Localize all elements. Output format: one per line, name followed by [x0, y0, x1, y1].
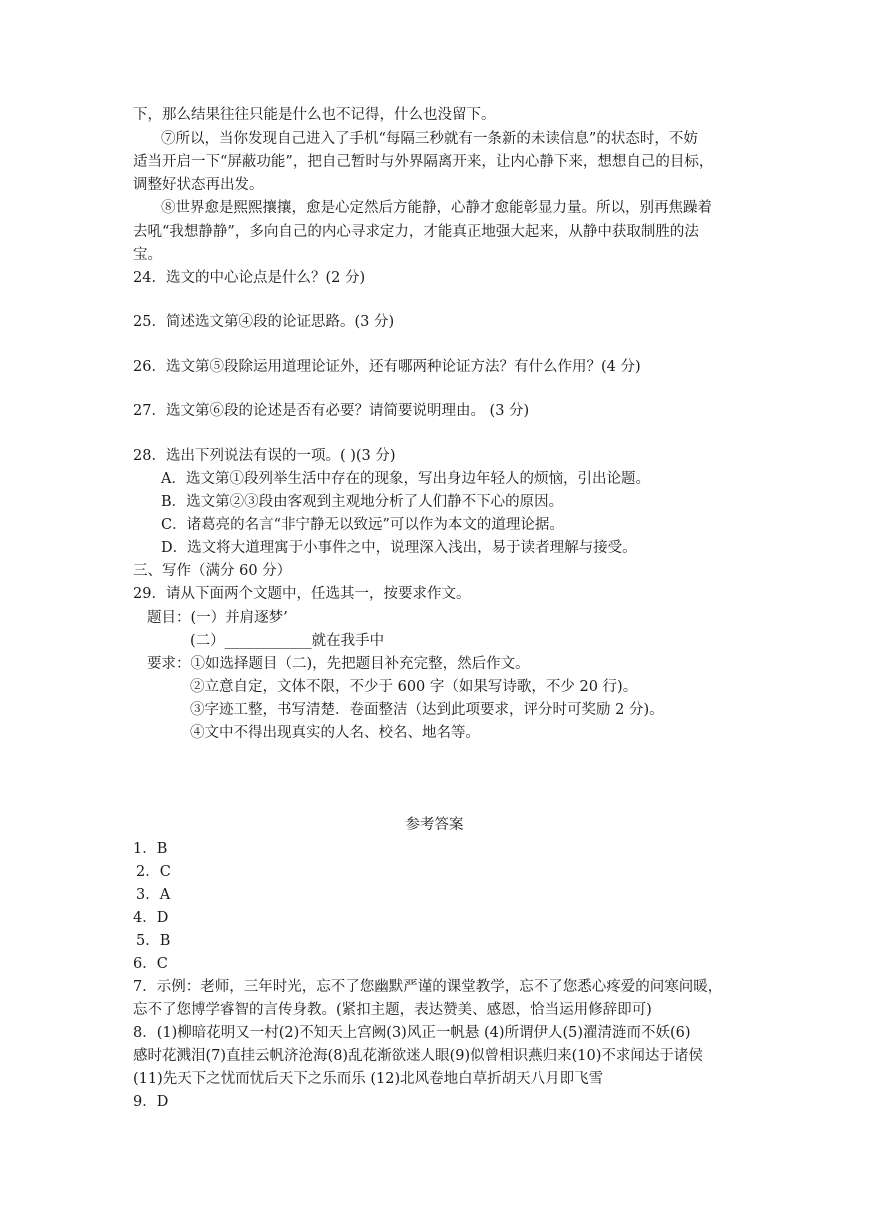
question-28: 28．选出下列说法有误的一项。( )(3 分)	[133, 448, 396, 464]
passage-paragraph-8: ⑧世界愈是熙熙攘攘，愈是心定然后方能静，心静才愈能彰显力量。所以，别再焦躁着	[161, 200, 712, 216]
option-d: D．选文将大道理寓于小事件之中，说理深入浅出，易于读者理解与接受。	[161, 540, 637, 556]
answer-8-continued: (11)先天下之忧而忧后天下之乐而乐 (12)北风卷地白草折胡天八月即飞雪	[133, 1071, 604, 1087]
option-c: C．诸葛亮的名言“非宁静无以致远”可以作为本文的道理论据。	[161, 517, 564, 533]
answers-title: 参考答案	[405, 817, 464, 833]
question-25: 25．简述选文第④段的论证思路。(3 分)	[133, 314, 395, 330]
answer-3: 3．A	[136, 887, 171, 903]
passage-paragraph-7: ⑦所以，当你发现自己进入了手机“每隔三秒就有一条新的未读信息”的状态时，不妨	[161, 131, 698, 147]
answer-6: 6．C	[133, 956, 168, 972]
essay-requirement-1: 要求：①如选择题目（二)，先把题目补充完整，然后作文。	[147, 656, 530, 672]
answer-8-continued: 感时花溅泪(7)直挂云帆济沧海(8)乱花渐欲迷人眼(9)似曾相识燕归来(10)不求闻达于诸侯	[133, 1048, 703, 1064]
question-27: 27．选文第⑥段的论述是否有必要？请简要说明理由。 (3 分)	[133, 403, 530, 419]
passage-line: 宝。	[133, 247, 162, 263]
passage-line: 适当开启一下“屏蔽功能”，把自己暂时与外界隔离开来，让内心静下来，想想自己的目标，	[133, 154, 714, 170]
section-heading-writing: 三、写作（满分 60 分）	[133, 563, 292, 579]
answer-4: 4．D	[133, 910, 169, 926]
answer-1: 1．B	[133, 841, 168, 857]
essay-requirement-3: ③字迹工整，书写清楚．卷面整洁（达到此项要求，评分时可奖励 2 分)。	[190, 702, 664, 718]
answer-5: 5．B	[136, 933, 171, 949]
answer-7-continued: 忘不了您博学睿智的言传身教。(紧扣主题，表达赞美、感恩，恰当运用修辞即可)	[133, 1002, 652, 1018]
passage-line: 调整好状态再出发。	[133, 177, 264, 193]
option-b: B．选文第②③段由客观到主观地分析了人们静不下心的原因。	[161, 494, 564, 510]
answer-2: 2．C	[136, 864, 171, 880]
essay-requirement-2: ②立意自定，文体不限，不少于 600 字（如果写诗歌，不少 20 行)。	[190, 679, 638, 695]
passage-line: 下，那么结果往往只能是什么也不记得，什么也没留下。	[133, 107, 496, 123]
question-26: 26．选文第⑤段除运用道理论证外，还有哪两种论证方法？有什么作用？(4 分)	[133, 359, 641, 375]
answer-9: 9．D	[133, 1094, 169, 1110]
question-29: 29．请从下面两个文题中，任选其一，按要求作文。	[133, 586, 471, 602]
answer-7: 7．示例：老师，三年时光，忘不了您幽默严谨的课堂教学，忘不了您悉心疼爱的问寒问暖，	[133, 979, 723, 995]
passage-line: 去吼“我想静静”，多向自己的内心寻求定力，才能真正地强大起来，从静中获取制胜的法	[133, 224, 699, 240]
option-a: A．选文第①段列举生活中存在的现象，写出身边年轻人的烦恼，引出论题。	[161, 471, 650, 487]
essay-topic-1: 题目：(一）并肩逐梦’	[147, 610, 288, 626]
essay-requirement-4: ④文中不得出现真实的人名、校名、地名等。	[190, 725, 480, 741]
essay-topic-2: (二）____________就在我手中	[190, 633, 385, 649]
question-24: 24．选文的中心论点是什么？(2 分)	[133, 270, 366, 286]
answer-8: 8．(1)柳暗花明又一村(2)不知天上宫阙(3)风正一帆悬 (4)所谓伊人(5)濯清涟而不妖(6)	[133, 1025, 691, 1041]
